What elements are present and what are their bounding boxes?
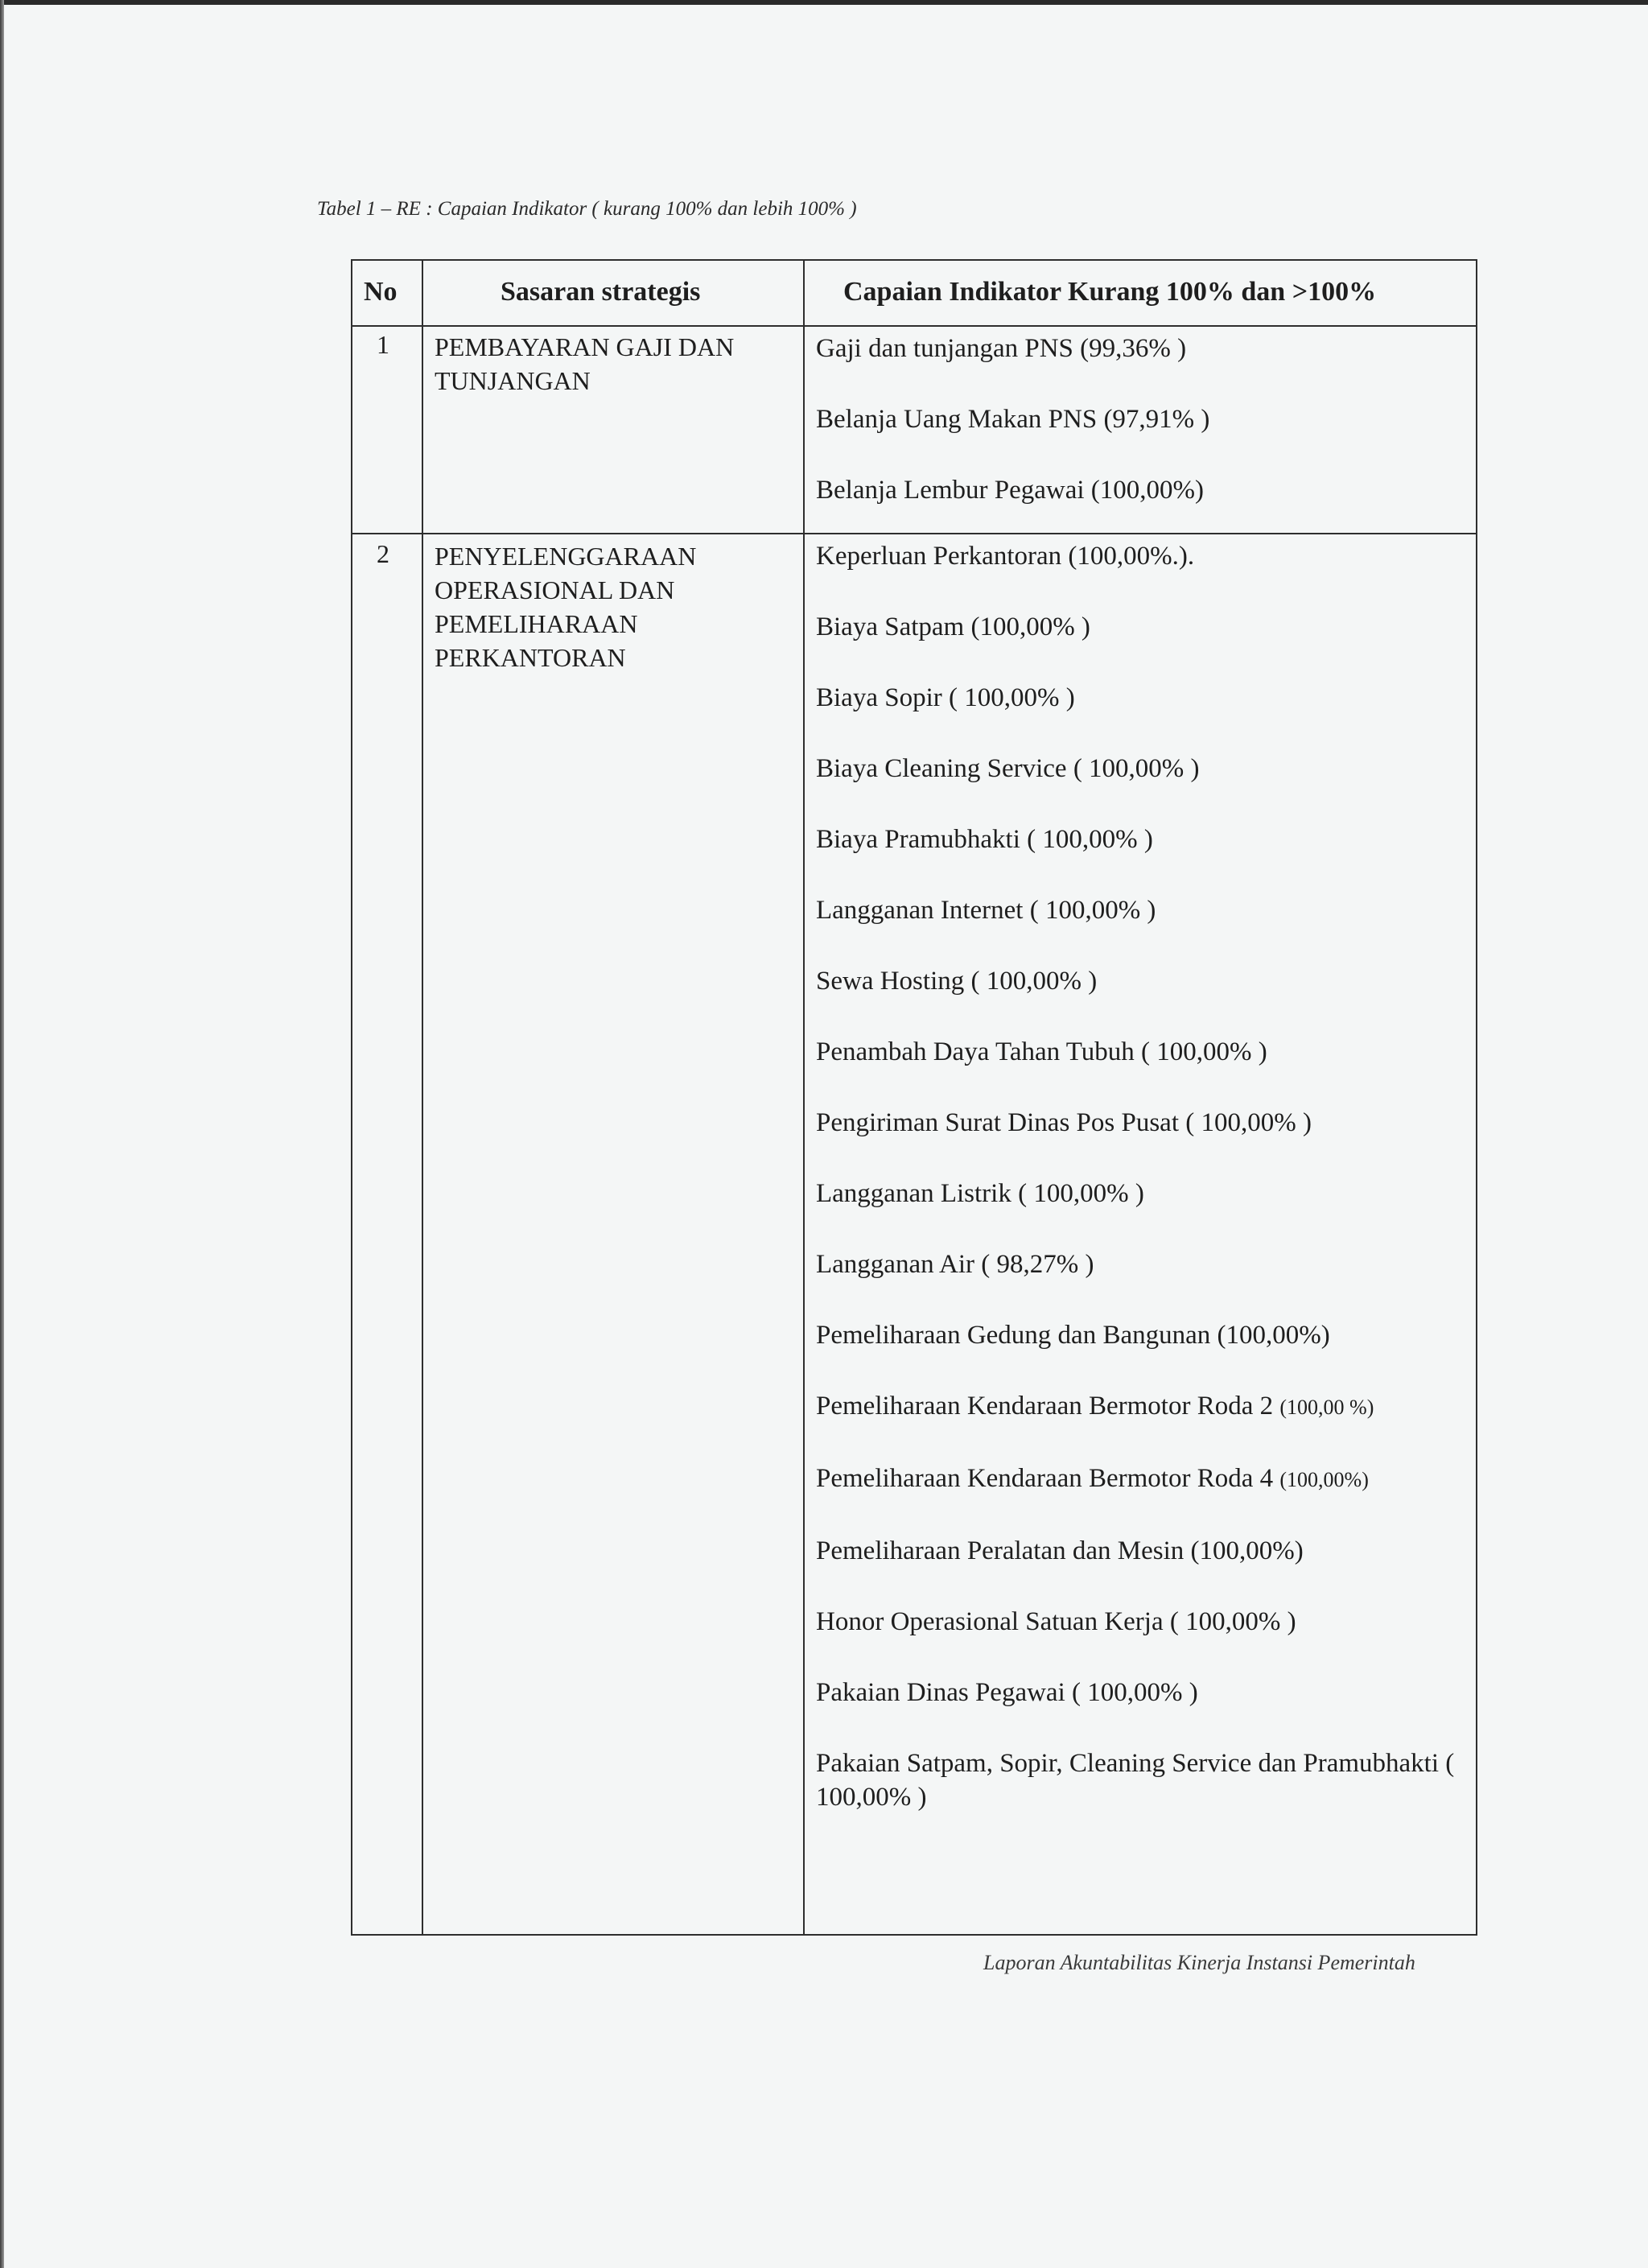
indicator-item: Honor Operasional Satuan Kerja ( 100,00% ) bbox=[816, 1607, 1296, 1636]
indicator-item: Sewa Hosting ( 100,00% ) bbox=[816, 967, 1098, 996]
row-1-number: 1 bbox=[377, 330, 389, 359]
header-no: No bbox=[364, 277, 398, 307]
row-2-indicator-list bbox=[816, 539, 1460, 1851]
header-target: Sasaran strategis bbox=[501, 277, 701, 307]
column-divider-1 bbox=[422, 261, 423, 1934]
indicator-item: Keperluan Perkantoran (100,00%.). bbox=[816, 542, 1195, 571]
indicator-item: Gaji dan tunjangan PNS (99,36% ) bbox=[816, 334, 1187, 363]
indicator-item: Langganan Air ( 98,27% ) bbox=[816, 1250, 1094, 1279]
indicator-item: Biaya Satpam (100,00% ) bbox=[816, 612, 1090, 641]
indicator-item: Langganan Internet ( 100,00% ) bbox=[816, 896, 1156, 925]
indicator-item: Biaya Pramubhakti ( 100,00% ) bbox=[816, 825, 1153, 854]
indicator-item: Langganan Listrik ( 100,00% ) bbox=[816, 1179, 1144, 1208]
header-divider bbox=[352, 325, 1476, 327]
indicator-item: Pemeliharaan Gedung dan Bangunan (100,00%) bbox=[816, 1321, 1330, 1350]
row-1-target: PEMBAYARAN GAJI DAN TUNJANGAN bbox=[435, 332, 735, 395]
scan-top-edge bbox=[0, 0, 1648, 5]
indicator-item: Pemeliharaan Peralatan dan Mesin (100,00%) bbox=[816, 1536, 1304, 1565]
indicator-item: Pakaian Dinas Pegawai ( 100,00% ) bbox=[816, 1678, 1198, 1707]
row-2-target: PENYELENGGARAAN OPERASIONAL DAN PEMELIHARAAN PERKANTORAN bbox=[435, 542, 697, 672]
indicator-item: Pemeliharaan Kendaraan Bermotor Roda 4 (100,00%) bbox=[816, 1464, 1369, 1493]
scan-left-edge bbox=[0, 0, 4, 2268]
indicator-item: Pemeliharaan Kendaraan Bermotor Roda 2 (100,00 %) bbox=[816, 1392, 1374, 1421]
indicator-item: Biaya Cleaning Service ( 100,00% ) bbox=[816, 754, 1200, 783]
header-indicator: Capaian Indikator Kurang 100% dan >100% bbox=[843, 277, 1377, 307]
indicator-item: Biaya Sopir ( 100,00% ) bbox=[816, 683, 1075, 712]
indicator-item: Belanja Lembur Pegawai (100,00%) bbox=[816, 476, 1205, 505]
table-caption: Tabel 1 – RE : Capaian Indikator ( kurang 100% dan lebih 100% ) bbox=[317, 198, 857, 220]
indicator-item: Pengiriman Surat Dinas Pos Pusat ( 100,00% ) bbox=[816, 1108, 1312, 1137]
row-2-number: 2 bbox=[377, 539, 389, 568]
indicator-item: Pakaian Satpam, Sopir, Cleaning Service dan Pramubhakti ( 100,00% ) bbox=[816, 1749, 1455, 1812]
indicator-item: Penambah Daya Tahan Tubuh ( 100,00% ) bbox=[816, 1037, 1267, 1066]
column-divider-2 bbox=[803, 261, 805, 1934]
page-footer: Laporan Akuntabilitas Kinerja Instansi Pemerintah bbox=[983, 1951, 1415, 1974]
indicator-item: Belanja Uang Makan PNS (97,91% ) bbox=[816, 405, 1210, 434]
indicator-table bbox=[351, 259, 1477, 1936]
row-1-indicator-list bbox=[816, 332, 1460, 544]
